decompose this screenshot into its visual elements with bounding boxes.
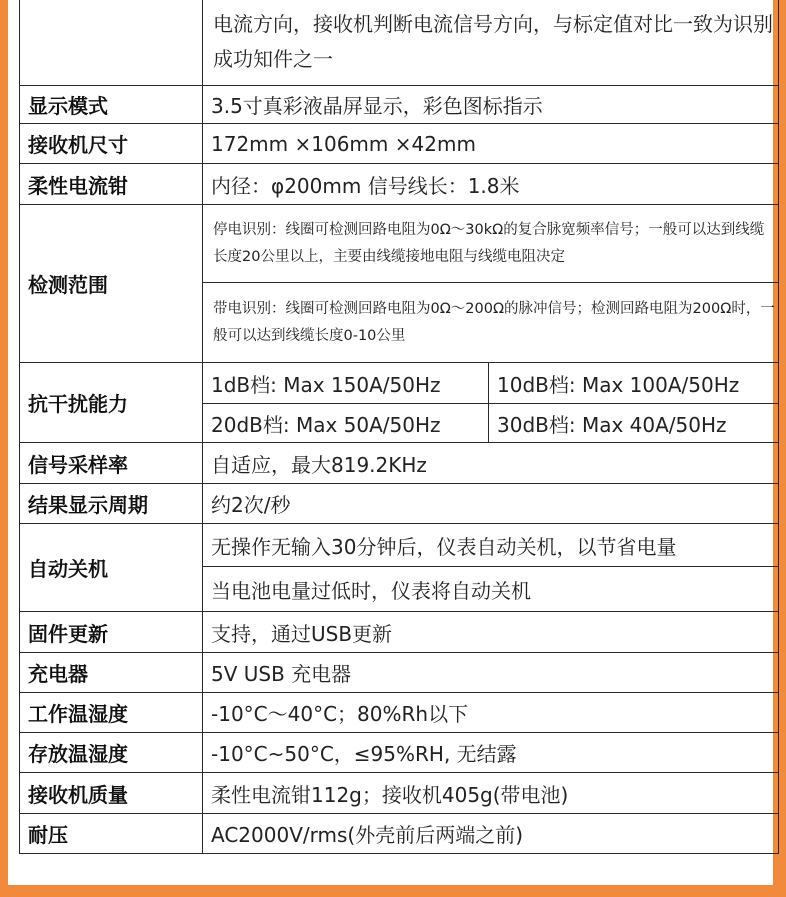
row-label: 自动关机 [20,524,203,612]
power-off-detection: 停电识别：线圈可检测回路电阻为0Ω～30kΩ的复合脉宽频率信号；一般可以达到线缆长度20公里以上，主要由线缆接地电阻与线缆电阻决定 [203,205,779,283]
table-row [20,164,779,205]
table-row [20,693,779,733]
row-label-empty [20,0,203,86]
table-row [20,363,779,404]
table-row [20,86,779,124]
table-row [20,443,779,484]
anti-interference-cell: 30dB档: Max 40A/50Hz [489,404,779,443]
table-row [20,524,779,567]
row-value: -10°C～40°C；80%Rh以下 [203,693,779,733]
row-value: 内径：φ200mm 信号线长：1.8米 [203,164,779,205]
table-row [20,653,779,693]
anti-interference-cell: 20dB档: Max 50A/50Hz [203,404,489,443]
table-row [20,612,779,653]
table-row [20,814,779,854]
row-label: 耐压 [20,814,203,854]
row-value: -10°C~50°C，≤95%RH, 无结露 [203,733,779,773]
table-row [20,773,779,814]
row-label: 接收机质量 [20,773,203,814]
row-value: 3.5寸真彩液晶屏显示，彩色图标指示 [203,86,779,124]
table-row [20,733,779,773]
row-label: 结果显示周期 [20,484,203,524]
table-row [20,484,779,524]
row-value: 支持，通过USB更新 [203,612,779,653]
row-label: 信号采样率 [20,443,203,484]
table-row [20,124,779,164]
anti-interference-cell: 10dB档: Max 100A/50Hz [489,363,779,404]
row-value: 柔性电流钳112g；接收机405g(带电池) [203,773,779,814]
row-label: 存放温湿度 [20,733,203,773]
row-label: 固件更新 [20,612,203,653]
row-value: 约2次/秒 [203,484,779,524]
row-label: 检测范围 [20,205,203,363]
row-label: 充电器 [20,653,203,693]
row-label: 接收机尺寸 [20,124,203,164]
row-label: 抗干扰能力 [20,363,203,443]
row-label: 显示模式 [20,86,203,124]
spec-sheet [8,0,773,885]
row-label: 工作温湿度 [20,693,203,733]
row-value: 5V USB 充电器 [203,653,779,693]
direction-value: 电流方向，接收机判断电流信号方向，与标定值对比一致为识别成功知件之一 [203,0,779,86]
auto-off-line2: 当电池电量过低时，仪表将自动关机 [203,567,779,612]
row-label: 柔性电流钳 [20,164,203,205]
anti-interference-cell: 1dB档: Max 150A/50Hz [203,363,489,404]
row-value: AC2000V/rms(外壳前后两端之前) [203,814,779,854]
spec-table [19,0,779,854]
row-value: 自适应，最大819.2KHz [203,443,779,484]
orange-frame-left [0,0,8,897]
auto-off-line1: 无操作无输入30分钟后，仪表自动关机，以节省电量 [203,524,779,567]
table-row [20,0,779,86]
orange-frame-bottom [0,885,786,897]
table-row [20,205,779,283]
row-value: 172mm ×106mm ×42mm [203,124,779,164]
power-on-detection: 带电识别：线圈可检测回路电阻为0Ω～200Ω的脉冲信号；检测回路电阻为200Ω时，一般可以达到线缆长度0-10公里 [203,283,779,363]
